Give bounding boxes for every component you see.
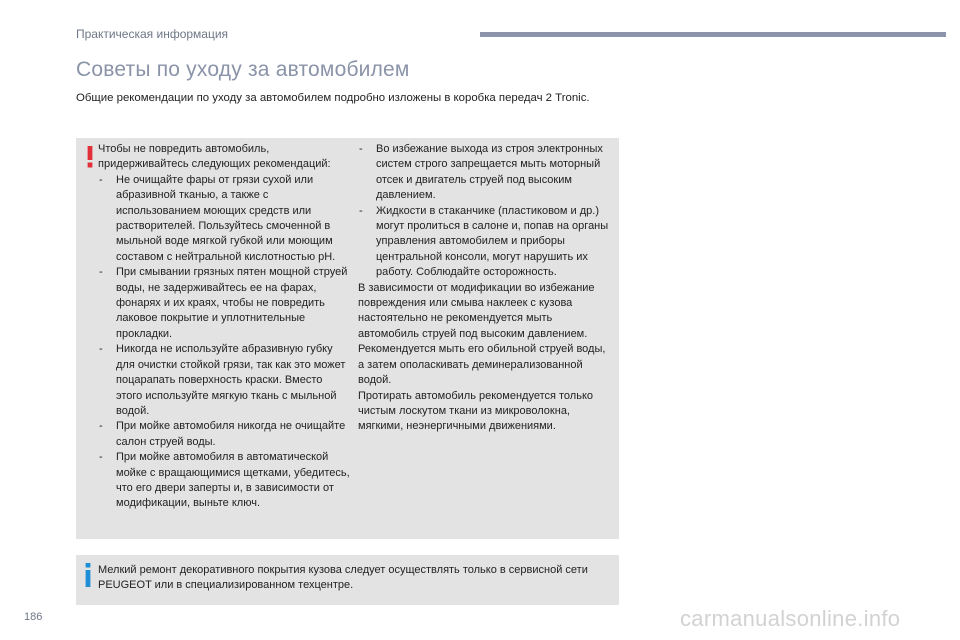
list-item: - При мойке автомобиля никогда не очищайте салон струей воды. [98, 419, 350, 450]
list-item: - Жидкости в стаканчике (пластиковом и др.) могут пролиться в салоне и, попав на органы управления автомобилем и приборы центральной консоли, могут нарушить их работу. Соблюдайте осторожность. [358, 204, 610, 281]
paragraph: Протирать автомобиль рекомендуется только чистым лоскутом ткани из микроволокна, мягкими, неэнергичными движениями. [358, 389, 593, 433]
list-item: - При мойке автомобиля в автоматической мойке с вращающимися щетками, убедитесь, что его двери заперты и, в зависимости от модификации, выньте ключ. [98, 450, 350, 512]
warning-right-column [358, 142, 610, 435]
page-number: 186 [24, 611, 43, 623]
watermark: carmanualsonline.info [680, 606, 901, 631]
exclamation-icon [86, 146, 94, 168]
warning-left-column [98, 142, 350, 512]
info-icon [84, 563, 92, 587]
list-item: - Никогда не используйте абразивную губку для очистки стойкой грязи, так как это может поцарапать поверхность краски. Вместо этого используйте мягкую ткань с мыльной водой. [98, 342, 350, 419]
intro-text: Общие рекомендации по уходу за автомобилем подробно изложены в коробка передач 2 Tronic. [76, 92, 590, 104]
warning-left-list [98, 173, 350, 512]
paragraph: Рекомендуется мыть его обильной струей воды, а затем ополаскивать деминерализованной водой. [358, 343, 606, 387]
list-item: - Во избежание выхода из строя электронных систем строго запрещается мыть моторный отсек и двигатель струей под высоким давлением. [358, 142, 610, 204]
warning-lead: Чтобы не повредить автомобиль, придерживайтесь следующих рекомендаций: [98, 143, 331, 171]
page-title: Советы по уходу за автомобилем [76, 58, 410, 81]
list-item: - Не очищайте фары от грязи сухой или абразивной тканью, а также с использованием моющих средств или растворителей. Пользуйтесь смоченной в мыльной воде мягкой губкой или моющим составом с нейтральной кислотностью pH. [98, 173, 350, 265]
warning-right-list [358, 142, 610, 281]
header-accent-bar [480, 32, 946, 37]
section-header: Практическая информация [76, 27, 229, 41]
paragraph: В зависимости от модификации во избежание повреждения или смыва наклеек с кузова настоятельно не рекомендуется мыть автомобиль струей под высоким давлением. [358, 281, 595, 340]
info-text: Мелкий ремонт декоративного покрытия кузова следует осуществлять только в сервисной сети PEUGEOT или в специализированном техцентре. [98, 564, 588, 592]
list-item: - При смывании грязных пятен мощной струей воды, не задерживайтесь ее на фарах, фонарях и их краях, чтобы не повредить лаковое покрытие и уплотнительные прокладки. [98, 265, 350, 342]
